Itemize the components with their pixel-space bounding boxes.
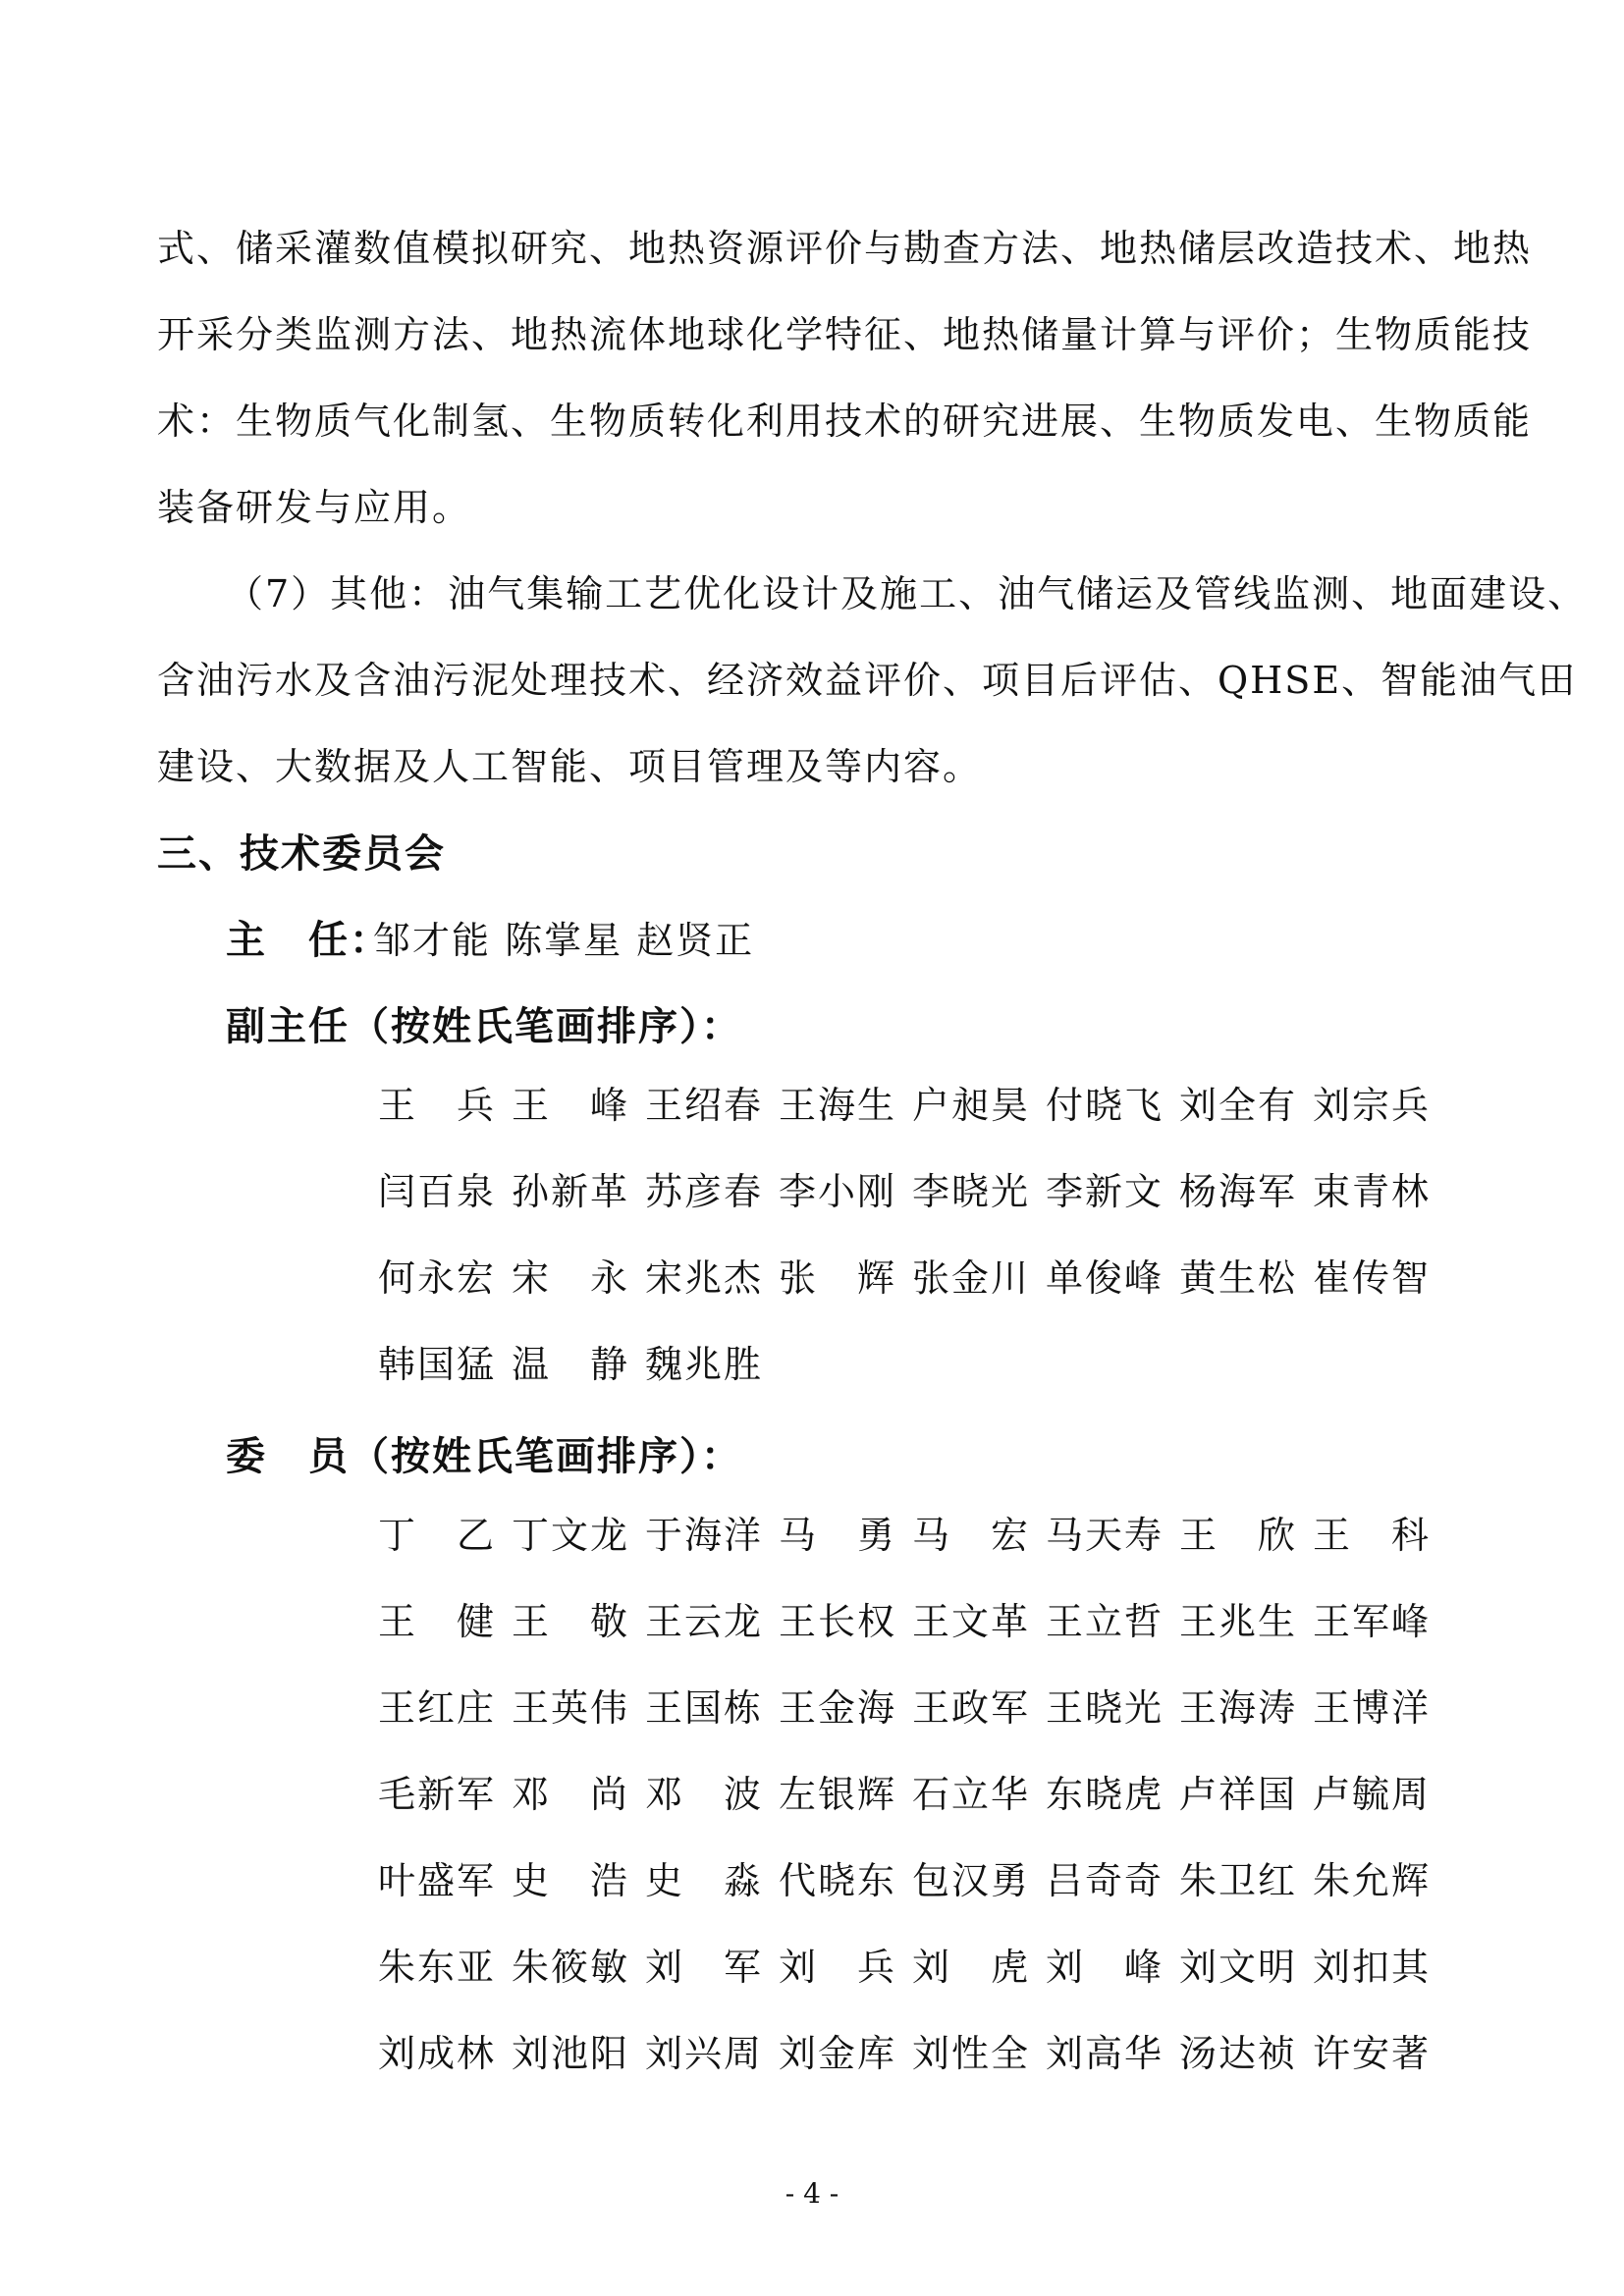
vice-director-name: 闫百泉 xyxy=(378,1169,497,1213)
vice-director-name: 张金川 xyxy=(912,1255,1031,1300)
member-name: 刘扣其 xyxy=(1313,1945,1432,1989)
member-name: 王云龙 xyxy=(645,1599,764,1643)
member-name: 马 宏 xyxy=(912,1513,1031,1557)
vice-director-name: 束青林 xyxy=(1313,1169,1432,1213)
vice-director-name: 韩国猛 xyxy=(378,1342,497,1386)
vice-director-row xyxy=(378,1058,1448,1145)
member-name: 王长权 xyxy=(779,1599,897,1643)
body-line-1: 式、储采灌数值模拟研究、地热资源评价与勘查方法、地热储层改造技术、地热 xyxy=(157,227,1533,270)
director-line xyxy=(226,909,1551,965)
vice-director-name: 张 辉 xyxy=(779,1255,897,1300)
vice-director-list xyxy=(378,1058,1448,1404)
member-name: 丁 乙 xyxy=(378,1513,497,1557)
member-name: 马 勇 xyxy=(779,1513,897,1557)
vice-director-name: 李新文 xyxy=(1046,1169,1164,1213)
member-name: 刘池阳 xyxy=(512,2031,630,2075)
vice-director-name: 苏彦春 xyxy=(645,1169,764,1213)
member-name: 王政军 xyxy=(912,1685,1031,1730)
member-name: 刘文明 xyxy=(1179,1945,1298,1989)
member-name: 叶盛军 xyxy=(378,1858,497,1902)
member-name: 石立华 xyxy=(912,1772,1031,1816)
members-label: 委 员（按姓氏笔画排序）： xyxy=(226,1433,742,1479)
vice-director-name: 宋兆杰 xyxy=(645,1255,764,1300)
member-name: 王 科 xyxy=(1313,1513,1432,1557)
section-heading: 三、技术委员会 xyxy=(157,830,446,877)
body-line-3: 术：生物质气化制氢、生物质转化利用技术的研究进展、生物质发电、生物质能 xyxy=(157,400,1533,443)
member-name: 刘 虎 xyxy=(912,1945,1031,1989)
member-name: 王 敬 xyxy=(512,1599,630,1643)
director-names: 邹才能 陈掌星 赵贤正 xyxy=(373,919,755,962)
member-name: 史 淼 xyxy=(645,1858,764,1902)
member-name: 王兆生 xyxy=(1179,1599,1298,1643)
member-name: 王国栋 xyxy=(645,1685,764,1730)
member-row xyxy=(378,1488,1448,1575)
body-line-2: 开采分类监测方法、地热流体地球化学特征、地热储量计算与评价；生物质能技 xyxy=(157,313,1533,356)
member-row xyxy=(378,1661,1448,1747)
vice-director-name: 杨海军 xyxy=(1179,1169,1298,1213)
member-name: 刘 军 xyxy=(645,1945,764,1989)
member-name: 刘兴周 xyxy=(645,2031,764,2075)
member-name: 马天寿 xyxy=(1046,1513,1164,1557)
vice-director-name: 王海生 xyxy=(779,1083,897,1127)
member-name: 吕奇奇 xyxy=(1046,1858,1164,1902)
member-name: 王文革 xyxy=(912,1599,1031,1643)
member-name: 汤达祯 xyxy=(1179,2031,1298,2075)
member-name: 王红庄 xyxy=(378,1685,497,1730)
vice-director-name: 宋 永 xyxy=(512,1255,630,1300)
member-name: 邓 尚 xyxy=(512,1772,630,1816)
member-name: 卢毓周 xyxy=(1313,1772,1432,1816)
member-row xyxy=(378,1747,1448,1834)
member-name: 王海涛 xyxy=(1179,1685,1298,1730)
member-name: 史 浩 xyxy=(512,1858,630,1902)
member-name: 刘 峰 xyxy=(1046,1945,1164,1989)
member-name: 王晓光 xyxy=(1046,1685,1164,1730)
member-row xyxy=(378,1575,1448,1661)
member-name: 朱筱敏 xyxy=(512,1945,630,1989)
vice-director-row xyxy=(378,1145,1448,1231)
vice-director-name: 王绍春 xyxy=(645,1083,764,1127)
member-name: 王 欣 xyxy=(1179,1513,1298,1557)
member-name: 刘 兵 xyxy=(779,1945,897,1989)
member-name: 丁文龙 xyxy=(512,1513,630,1557)
member-name: 左银辉 xyxy=(779,1772,897,1816)
vice-director-row xyxy=(378,1317,1448,1404)
member-name: 包汉勇 xyxy=(912,1858,1031,1902)
vice-director-name: 黄生松 xyxy=(1179,1255,1298,1300)
member-name: 代晓东 xyxy=(779,1858,897,1902)
item7-line-2: 含油污水及含油污泥处理技术、经济效益评价、项目后评估、QHSE、智能油气田 xyxy=(157,659,1578,702)
member-name: 王博洋 xyxy=(1313,1685,1432,1730)
member-name: 朱允辉 xyxy=(1313,1858,1432,1902)
vice-director-name: 付晓飞 xyxy=(1046,1083,1164,1127)
member-name: 刘性全 xyxy=(912,2031,1031,2075)
vice-director-label: 副主任（按姓氏笔画排序）： xyxy=(226,1003,742,1049)
vice-director-name: 刘全有 xyxy=(1179,1083,1298,1127)
member-name: 东晓虎 xyxy=(1046,1772,1164,1816)
member-name: 王军峰 xyxy=(1313,1599,1432,1643)
member-name: 朱东亚 xyxy=(378,1945,497,1989)
vice-director-name: 李晓光 xyxy=(912,1169,1031,1213)
vice-director-name: 温 静 xyxy=(512,1342,630,1386)
member-row xyxy=(378,1920,1448,2006)
vice-director-name: 孙新革 xyxy=(512,1169,630,1213)
page-number: - 4 - xyxy=(785,2177,839,2210)
vice-director-row xyxy=(378,1231,1448,1317)
member-name: 刘成林 xyxy=(378,2031,497,2075)
member-name: 于海洋 xyxy=(645,1513,764,1557)
members-list xyxy=(378,1488,1448,2093)
member-name: 王金海 xyxy=(779,1685,897,1730)
member-name: 王英伟 xyxy=(512,1685,630,1730)
director-label: 主 任： xyxy=(226,917,391,963)
member-name: 朱卫红 xyxy=(1179,1858,1298,1902)
member-name: 邓 波 xyxy=(645,1772,764,1816)
vice-director-name: 刘宗兵 xyxy=(1313,1083,1432,1127)
member-name: 卢祥国 xyxy=(1179,1772,1298,1816)
item7-line-3: 建设、大数据及人工智能、项目管理及等内容。 xyxy=(157,745,983,788)
member-name: 刘金库 xyxy=(779,2031,897,2075)
vice-director-name: 崔传智 xyxy=(1313,1255,1432,1300)
vice-director-name: 王 兵 xyxy=(378,1083,497,1127)
member-name: 王 健 xyxy=(378,1599,497,1643)
member-row xyxy=(378,1834,1448,1920)
member-name: 王立哲 xyxy=(1046,1599,1164,1643)
member-name: 许安著 xyxy=(1313,2031,1432,2075)
vice-director-name: 户昶昊 xyxy=(912,1083,1031,1127)
vice-director-name: 魏兆胜 xyxy=(645,1342,764,1386)
member-name: 毛新军 xyxy=(378,1772,497,1816)
member-row xyxy=(378,2006,1448,2093)
body-line-4: 装备研发与应用。 xyxy=(157,486,472,529)
vice-director-name: 王 峰 xyxy=(512,1083,630,1127)
vice-director-name: 单俊峰 xyxy=(1046,1255,1164,1300)
item7-line-1: （7）其他：油气集输工艺优化设计及施工、油气储运及管线监测、地面建设、 xyxy=(226,572,1588,615)
vice-director-name: 何永宏 xyxy=(378,1255,497,1300)
member-name: 刘高华 xyxy=(1046,2031,1164,2075)
vice-director-name: 李小刚 xyxy=(779,1169,897,1213)
